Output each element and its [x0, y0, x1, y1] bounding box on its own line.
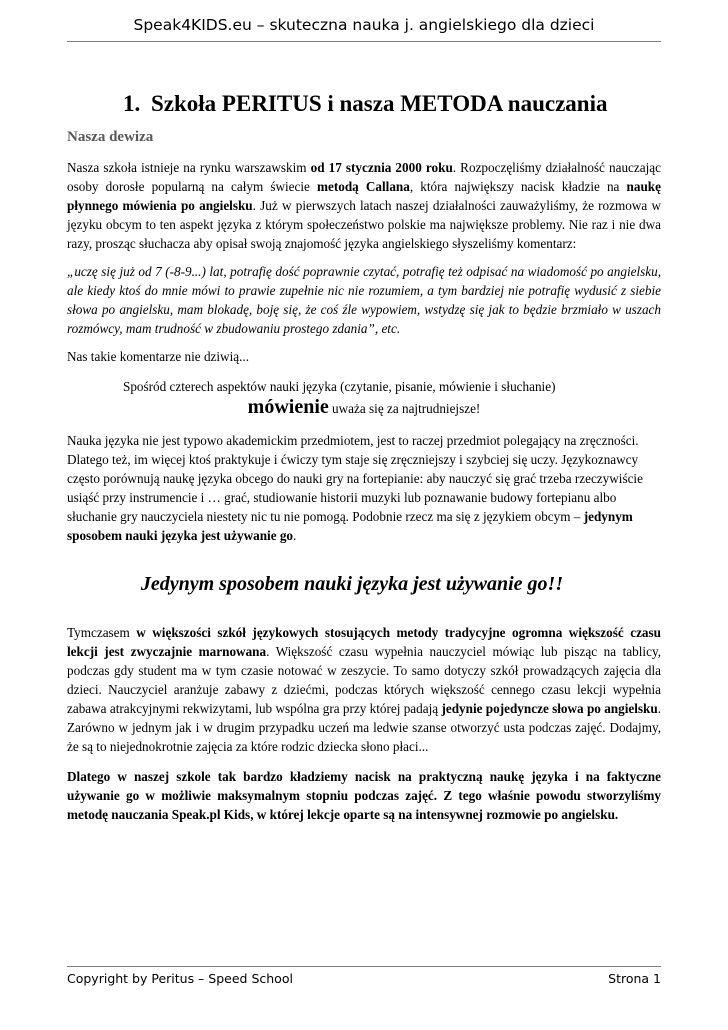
text-run: Tymczasem	[67, 625, 137, 640]
text-run: . Już w pierwszych latach naszej działalności zauważyliśmy, że rozmowa w języku obcym to ten aspekt języka z którym społeczeństwo polskie ma największe problemy. Nie raz i nie dwa razy, prosząc słuchacza aby opisał swoją znajomość języka angielskiego słyszeliśmy komentarz:	[67, 198, 661, 251]
bold-run: metodą Callana	[317, 179, 410, 194]
section-title: Nasza dewiza	[67, 129, 154, 145]
chapter-title: Szkoła PERITUS i nasza METODA nauczania	[151, 91, 608, 116]
student-quote: „uczę się już od 7 (-8-9...) lat, potrafię dość poprawnie czytać, potrafię też odpisać na wiadomość po angielsku, ale kiedy ktoś do mnie mówi to prawie zupełnie nic nie rozumiem, a tym bardziej nie potrafię wydusić z siebie słowa po angielsku, mam blokadę, boję się, że coś źle wypowiem, wstydzę się jak to będzie brzmiało w uszach rozmówcy, mam trudność w zbudowaniu prostego zdania”, etc.	[67, 264, 661, 336]
slogan: Jedynym sposobem nauki języka jest używanie go!!	[140, 573, 564, 595]
chapter-number: 1.	[123, 91, 141, 116]
document-body	[67, 90, 661, 824]
bold-run: jedynie pojedyncze słowa po angielsku	[441, 701, 658, 716]
page-header	[67, 14, 661, 42]
text-run: , która największy nacisk kładzie na	[409, 179, 627, 194]
footer-page-number: Strona 1	[608, 971, 661, 986]
text-run: Nauka języka nie jest typowo akademickim przedmiotem, jest to raczej przedmiot polegający na zręczności. Dlatego też, im więcej ktoś praktykuje i ćwiczy tym staje się zręczniejszy i szybciej się uczy. Językoznawcy często porównują naukę języka obcego do nauki gry na fortepianie: aby nauczyć się grać trzeba rzeczywiście usiąść przy instrumencie i … grać, studiowanie historii muzyki lub poznawanie budowy fortepianu albo słuchanie gry nauczyciela niestety nic tu nie pomogą. Podobnie rzecz ma się z językiem obcym –	[67, 433, 643, 524]
bold-run: w większości szkół językowych stosujących metody tradycyjne ogromna większość czasu lekcji jest zwyczajnie marnowana	[67, 625, 661, 659]
paragraph-comment: Nas takie komentarze nie dziwią...	[67, 349, 249, 364]
footer-copyright: Copyright by Peritus – Speed School	[67, 971, 293, 986]
chapter-heading	[67, 90, 661, 118]
paragraph-traditional	[67, 623, 661, 756]
text-run: . Rozpoczęliśmy działalność nauczając osoby dorosłe popularną na całym świecie	[67, 160, 661, 194]
header-text: Speak4KIDS.eu – skuteczna nauka j. angielskiego dla dzieci	[133, 16, 595, 34]
bold-run: jedynym sposobem nauki języka jest używanie go	[67, 509, 633, 543]
paragraph-method: Dlatego w naszej szkole tak bardzo kładziemy nacisk na praktyczną naukę języka i na faktyczne używanie go w możliwie maksymalnym stopniu podczas zajęć. Z tego właśnie powodu stworzyliśmy metodę nauczania Speak.pl Kids, w której lekcje oparte są na intensywnej rozmowie po angielsku.	[67, 769, 661, 822]
text-run: .	[293, 528, 297, 543]
page-footer	[67, 966, 661, 988]
speaking-emphasis	[67, 396, 661, 420]
bold-run: naukę płynnego mówienia po angielsku	[67, 179, 661, 213]
speaking-word: mówienie	[247, 396, 329, 418]
text-run: . Większość czasu wypełnia nauczyciel mówiąc lub pisząc na tablicy, podczas gdy student ma w tym czasie notować w zeszycie. To samo dotyczy szkół prowadzących zajęcia dla dzieci. Nauczyciel aranżuje zabawy z dziećmi, podczas których większość cennego czasu lekcji wypełnia zabawa atrakcyjnymi rekwizytami, lub wspólna gra przy której padają	[67, 644, 661, 716]
paragraph-intro	[67, 158, 661, 253]
paragraph-aspects: Spośród czterech aspektów nauki języka (czytanie, pisanie, mówienie i słuchanie)	[123, 379, 556, 394]
bold-run: od 17 stycznia 2000 roku	[310, 160, 453, 175]
text-run: . Zarówno w jednym jak i w drugim przypadku uczeń ma ledwie szanse otworzyć usta podczas zajęć. Dodajmy, że są to niejednokrotnie zajęcia za które rodzic dziecka słono płaci...	[67, 701, 661, 754]
paragraph-learning	[67, 431, 661, 545]
speaking-rest: uważa się za najtrudniejsze!	[328, 401, 481, 416]
text-run: Nasza szkoła istnieje na rynku warszawskim	[67, 160, 311, 175]
